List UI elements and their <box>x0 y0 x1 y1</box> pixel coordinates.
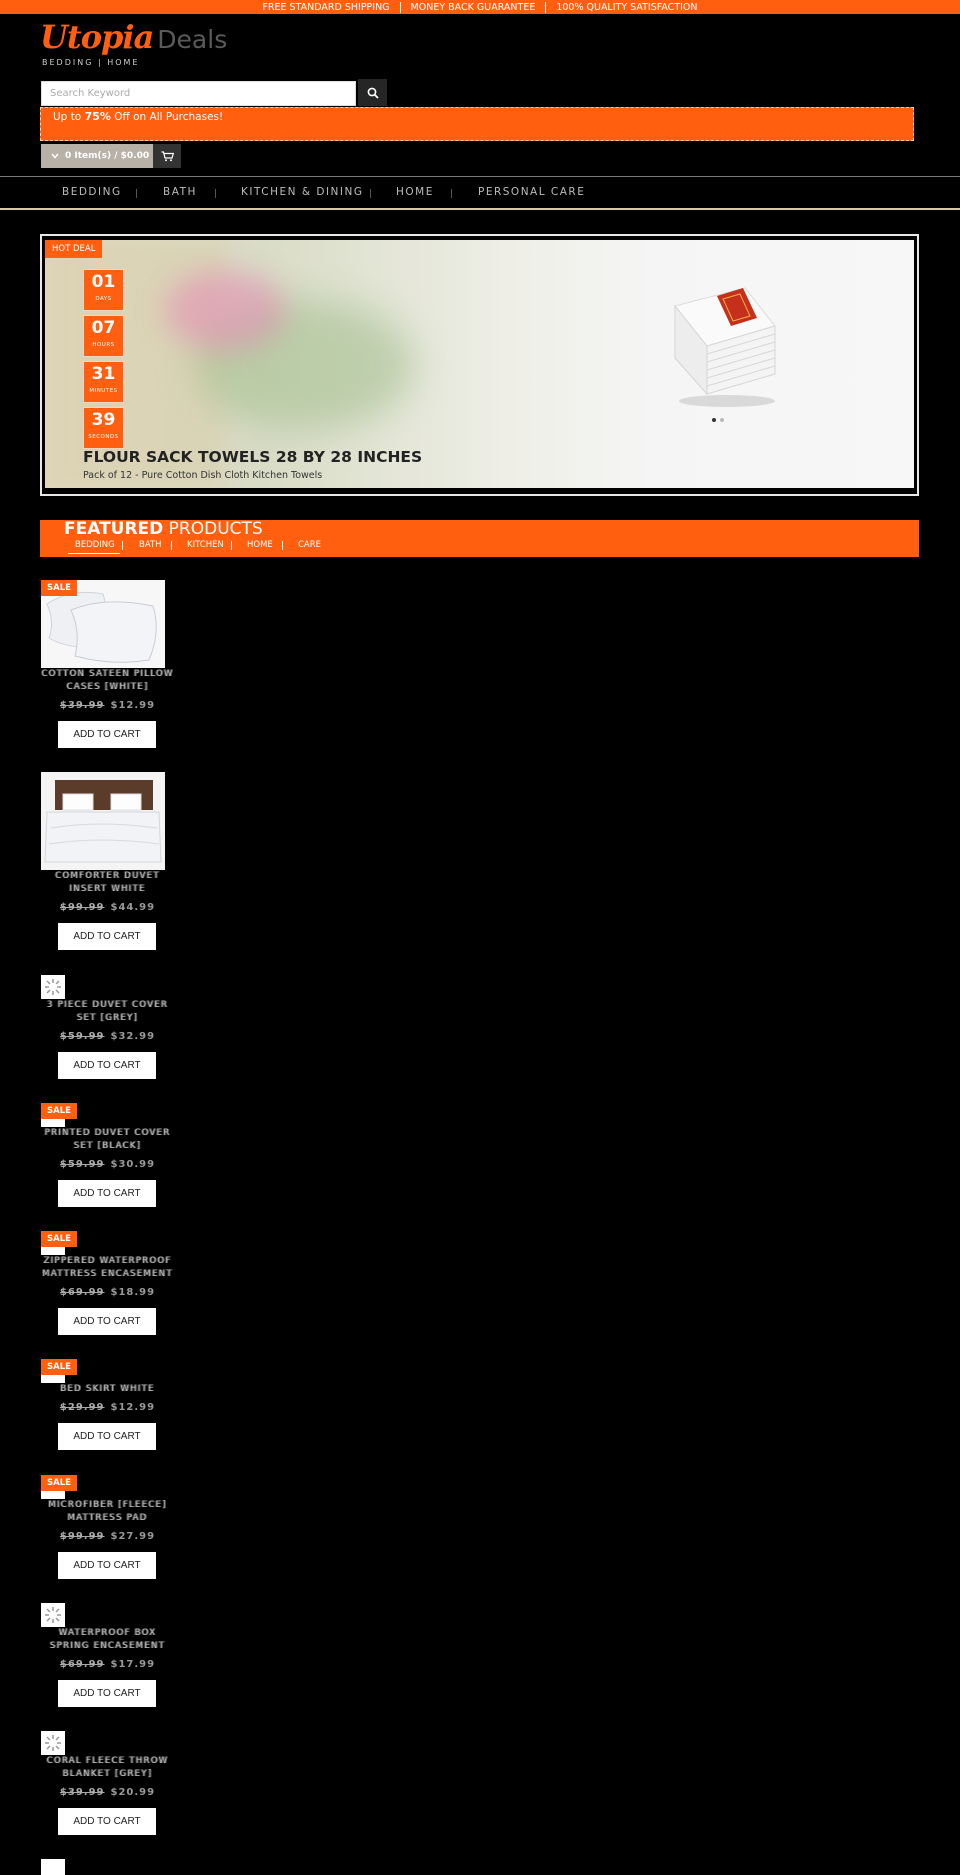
hero-slider[interactable] <box>45 240 914 488</box>
product-name[interactable]: COMFORTER DUVET INSERT WHITE <box>55 871 160 894</box>
towel-stack-image <box>655 266 795 416</box>
top-announcement-bar <box>0 0 960 14</box>
countdown-days-unit: DAYS <box>95 296 112 302</box>
hero-subtitle: Pack of 12 - Pure Cotton Dish Cloth Kitchen Towels <box>83 470 323 481</box>
logo-tagline: BEDDING | HOME <box>42 58 140 67</box>
product-name[interactable]: WATERPROOF BOX SPRING ENCASEMENT <box>49 1628 166 1651</box>
add-to-cart-button[interactable]: ADD TO CART <box>58 1552 156 1579</box>
product-name[interactable]: COTTON SATEEN PILLOW CASES [WHITE] <box>41 669 174 692</box>
sale-badge: SALE <box>41 1231 77 1247</box>
loading-spinner-icon <box>41 975 65 999</box>
add-to-cart-button[interactable]: ADD TO CART <box>58 1808 156 1835</box>
free-shipping-text: FREE STANDARD SHIPPING <box>252 2 400 13</box>
site-logo[interactable] <box>40 18 227 56</box>
cart-summary-button[interactable] <box>41 144 153 168</box>
product-price: $59.99 $32.99 <box>59 1031 156 1042</box>
logo-deals: Deals <box>157 25 228 54</box>
sale-badge: SALE <box>41 1359 77 1375</box>
chevron-down-icon <box>51 153 59 159</box>
add-to-cart-button[interactable]: ADD TO CART <box>58 1308 156 1335</box>
product-name[interactable]: ZIPPERED WATERPROOF MATTRESS ENCASEMENT <box>42 1256 173 1279</box>
comforter-image <box>41 772 165 870</box>
product-name[interactable]: PRINTED DUVET COVER SET [BLACK] <box>44 1128 171 1151</box>
add-to-cart-button[interactable]: ADD TO CART <box>58 1180 156 1207</box>
add-to-cart-button[interactable]: ADD TO CART <box>58 1052 156 1079</box>
product-price: $59.99 $30.99 <box>59 1159 156 1170</box>
hero-title[interactable]: FLOUR SACK TOWELS 28 BY 28 INCHES <box>83 448 423 466</box>
countdown-minutes-value: 31 <box>91 364 116 384</box>
countdown-seconds-unit: SECONDS <box>88 434 119 440</box>
countdown-hours-value: 07 <box>91 318 116 338</box>
slider-dots[interactable] <box>712 418 724 422</box>
countdown-days-value: 01 <box>91 272 116 292</box>
search-input[interactable]: Search Keyword <box>41 81 356 106</box>
countdown-hours <box>83 315 124 357</box>
product-image[interactable] <box>41 772 165 870</box>
countdown-seconds <box>83 407 124 449</box>
product-name[interactable]: MICROFIBER [FLEECE] MATTRESS PAD <box>48 1500 167 1523</box>
loading-spinner-icon <box>41 1731 65 1755</box>
countdown-minutes <box>83 361 124 403</box>
product-price: $69.99 $18.99 <box>59 1287 156 1298</box>
product-price: $39.99 $20.99 <box>59 1787 156 1798</box>
product-price: $99.99 $27.99 <box>59 1531 156 1542</box>
cart-icon-button[interactable] <box>153 144 181 168</box>
quality-text: 100% QUALITY SATISFACTION <box>556 1 698 13</box>
promo-highlight: 75% <box>84 110 111 123</box>
loading-spinner-icon <box>41 1603 65 1627</box>
featured-tab-kitchen[interactable]: KITCHEN <box>187 540 224 550</box>
add-to-cart-button[interactable]: ADD TO CART <box>58 1680 156 1707</box>
featured-heading: FEATURED PRODUCTS <box>64 519 263 539</box>
product-name[interactable]: BED SKIRT WHITE <box>60 1384 155 1394</box>
add-to-cart-button[interactable]: ADD TO CART <box>58 923 156 950</box>
sale-badge: SALE <box>41 580 77 596</box>
countdown-days <box>83 269 124 311</box>
nav-home[interactable]: HOME <box>396 186 434 198</box>
loading-spinner-icon <box>41 1859 65 1875</box>
money-back-text: MONEY BACK GUARANTEE <box>401 2 547 13</box>
product-name[interactable]: CORAL FLEECE THROW BLANKET [GREY] <box>46 1756 169 1779</box>
product-price: $99.99 $44.99 <box>59 902 156 913</box>
add-to-cart-button[interactable]: ADD TO CART <box>58 1423 156 1450</box>
featured-tab-care[interactable]: CARE <box>298 540 322 550</box>
featured-tab-bath[interactable]: BATH <box>139 540 162 550</box>
main-nav <box>0 176 960 210</box>
promo-banner <box>40 107 914 141</box>
add-to-cart-button[interactable]: ADD TO CART <box>58 721 156 748</box>
product-price: $29.99 $12.99 <box>59 1402 156 1413</box>
countdown-seconds-value: 39 <box>91 410 116 430</box>
featured-tab-home[interactable]: HOME <box>247 540 273 550</box>
search-icon <box>367 87 379 99</box>
sale-badge: SALE <box>41 1475 77 1491</box>
sale-badge: SALE <box>41 1103 77 1119</box>
hot-deal-badge: HOT DEAL <box>45 240 102 258</box>
nav-personal-care[interactable]: PERSONAL CARE <box>478 186 586 198</box>
promo-suffix: Off on All Purchases! <box>110 111 224 123</box>
countdown-minutes-unit: MINUTES <box>89 388 118 394</box>
nav-bath[interactable]: BATH <box>163 186 197 198</box>
product-name[interactable]: 3 PIECE DUVET COVER SET [GREY] <box>46 1000 169 1023</box>
promo-prefix: Up to <box>53 111 85 123</box>
featured-products-header <box>40 520 919 557</box>
nav-kitchen-dining[interactable]: KITCHEN & DINING <box>241 186 364 198</box>
logo-brand: Utopia <box>40 18 154 56</box>
search-button[interactable] <box>358 79 387 106</box>
cart-summary-label: 0 Item(s) / $0.00 <box>65 151 150 161</box>
product-price: $39.99 $12.99 <box>59 700 156 711</box>
product-price: $69.99 $17.99 <box>59 1659 156 1670</box>
cart-icon <box>161 151 174 162</box>
nav-bedding[interactable]: BEDDING <box>62 186 122 198</box>
countdown-hours-unit: HOURS <box>92 342 115 348</box>
featured-tab-bedding[interactable]: BEDDING <box>75 540 115 550</box>
